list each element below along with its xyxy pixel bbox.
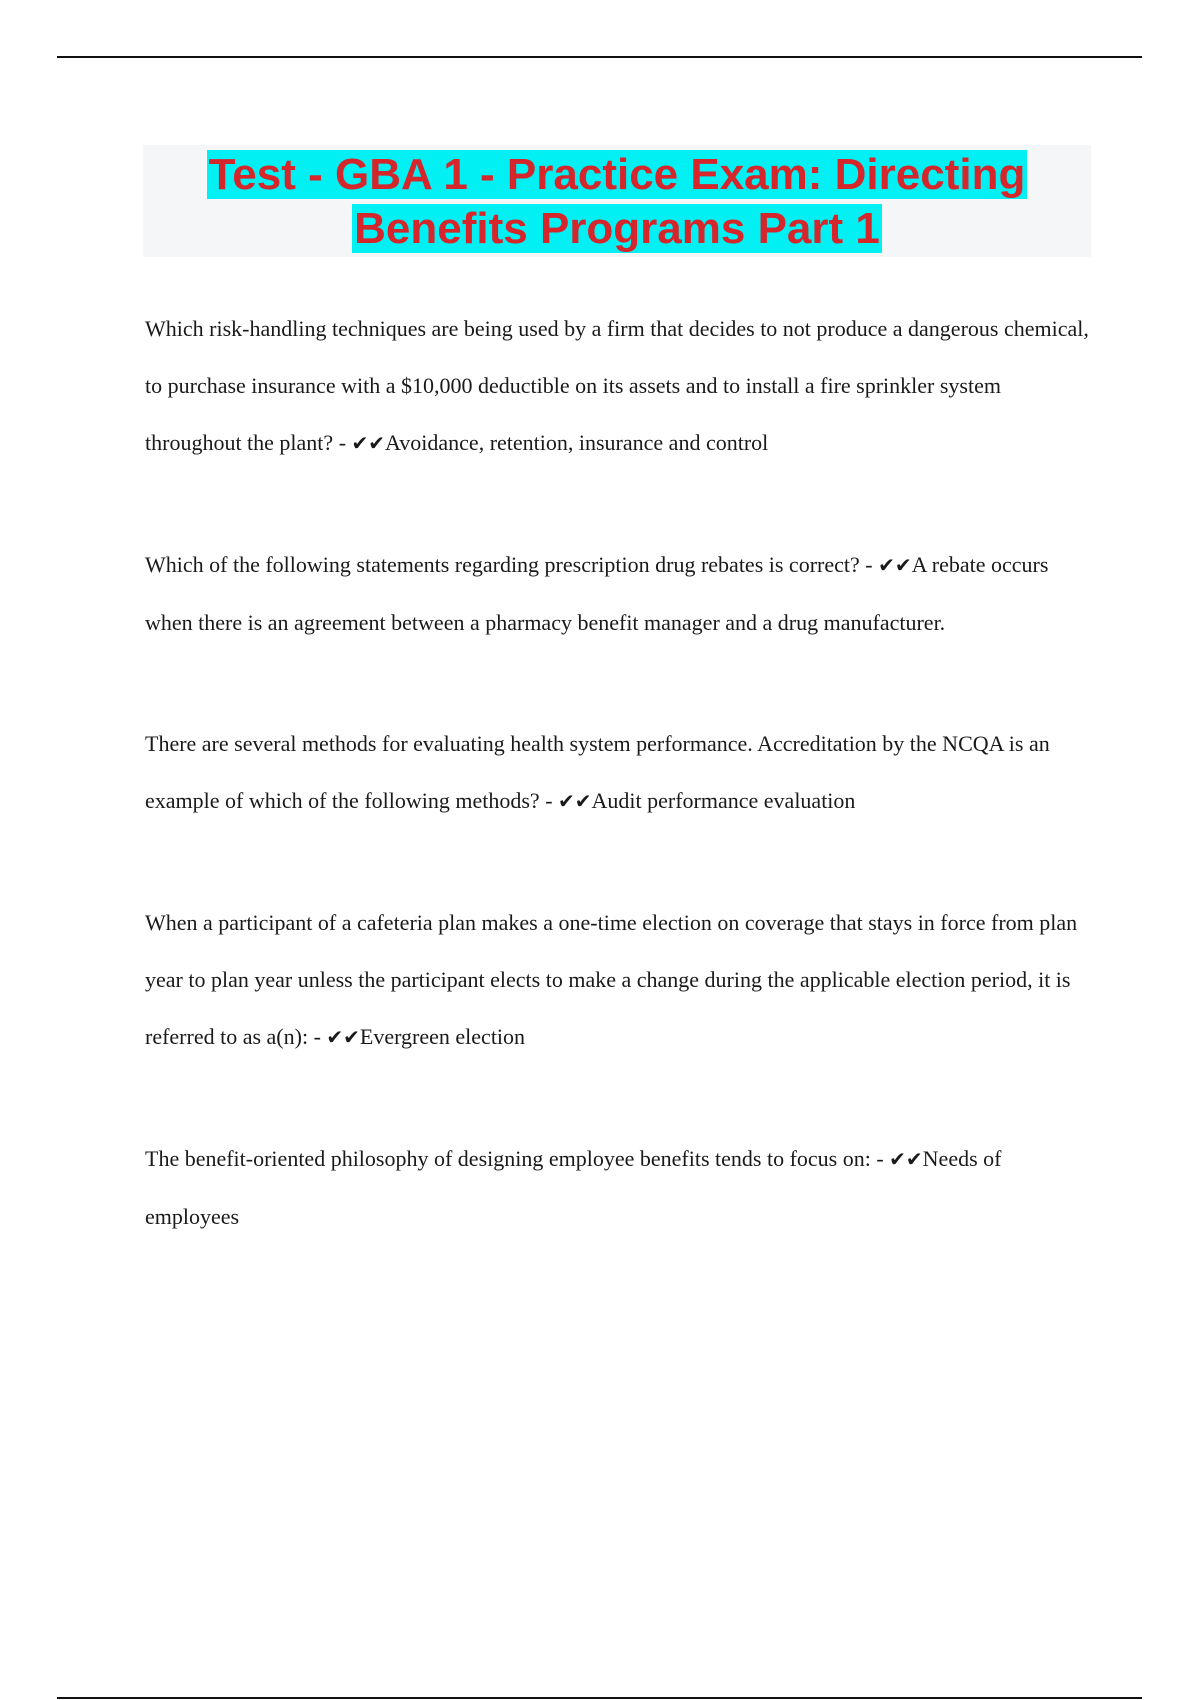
question-text: Which of the following statements regarding prescription drug rebates is correct? (145, 552, 860, 577)
top-divider (57, 56, 1142, 58)
page-title (143, 145, 1091, 256)
answer-text: Needs of employees (145, 1146, 1002, 1229)
question-text: There are several methods for evaluating health system performance. Accreditation by the NCQA is an example of which of the following methods? (145, 731, 1050, 813)
qa-item (145, 894, 1090, 1066)
question-text: The benefit-oriented philosophy of designing employee benefits tends to focus on: (145, 1146, 871, 1171)
title-line-2: Benefits Programs Part 1 (354, 204, 880, 253)
question-text: Which risk-handling techniques are being used by a firm that decides to not produce a dangerous chemical, to purchase insurance with a $10,000 deductible on its assets and to install a fire sprinkler system throughout the plant? (145, 316, 1089, 455)
title-block (143, 145, 1091, 257)
answer-text: A rebate occurs when there is an agreement between a pharmacy benefit manager and a drug manufacturer. (145, 552, 1049, 635)
qa-item (145, 536, 1090, 651)
separator: - (870, 1146, 890, 1171)
answer-text: Evergreen election (359, 1024, 526, 1049)
separator: - (308, 1024, 327, 1049)
check-icon: ✔✔ (889, 1147, 923, 1171)
qa-item (145, 300, 1090, 472)
separator: - (859, 552, 879, 577)
check-icon: ✔✔ (558, 789, 592, 813)
bottom-divider (57, 1697, 1142, 1699)
separator: - (539, 788, 559, 813)
qa-list (145, 300, 1090, 1309)
qa-item (145, 715, 1090, 830)
answer-text: Audit performance evaluation (591, 788, 856, 813)
check-icon: ✔✔ (326, 1025, 360, 1049)
answer-text: Avoidance, retention, insurance and control (385, 430, 769, 455)
check-icon: ✔✔ (878, 553, 912, 577)
qa-item (145, 1130, 1090, 1245)
question-text: When a participant of a cafeteria plan makes a one-time election on coverage that stays in force from plan year to plan year unless the participant elects to make a change during the applicable election period, it is referred to as a(n): (145, 910, 1078, 1049)
separator: - (333, 430, 352, 455)
check-icon: ✔✔ (351, 431, 386, 455)
title-line-1: Test - GBA 1 - Practice Exam: Directing (208, 150, 1026, 199)
